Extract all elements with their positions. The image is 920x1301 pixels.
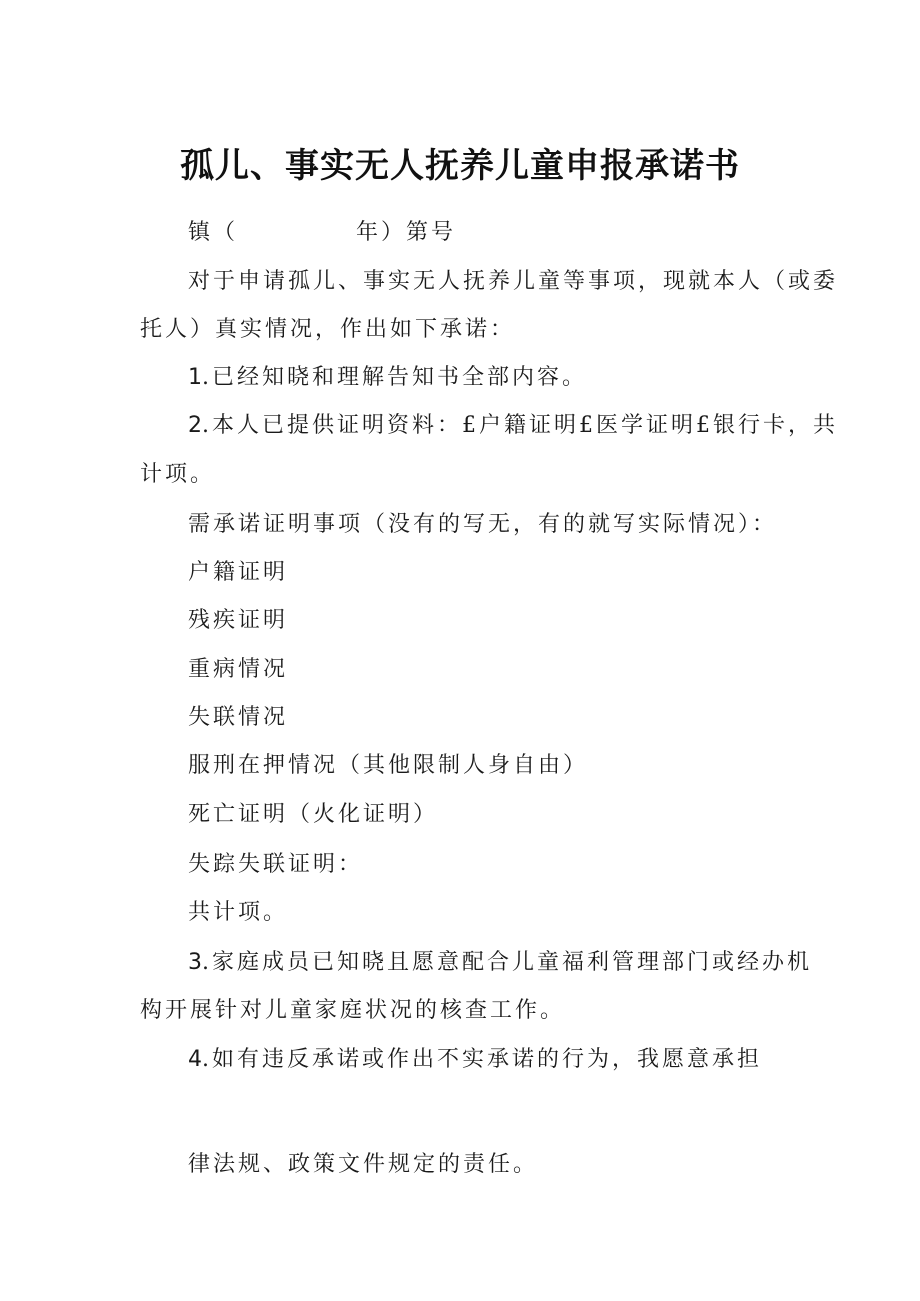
needs-item-death: 死亡证明（火化证明）	[188, 802, 439, 827]
needs-item-illness: 重病情况	[188, 657, 289, 682]
item-2-continuation: 计项。	[140, 462, 216, 487]
item-3-number: 3	[188, 950, 202, 975]
closing-line: 律法规、政策文件规定的责任。	[188, 1152, 539, 1177]
reference-year: 年）第号	[356, 220, 457, 245]
needs-item-disappearance: 失踪失联证明：	[188, 852, 364, 877]
item-4-number: 4	[188, 1047, 202, 1072]
reference-town: 镇（	[188, 220, 239, 245]
needs-item-total: 共计项。	[188, 900, 289, 925]
needs-item-disability: 残疾证明	[188, 608, 289, 633]
needs-heading: 需承诺证明事项（没有的写无，有的就写实际情况）：	[188, 512, 778, 537]
document-title: 孤儿、事实无人抚养儿童申报承诺书	[180, 146, 740, 186]
item-2-number: 2	[188, 413, 202, 438]
item-1-text: .已经知晓和理解告知书全部内容。	[202, 365, 587, 390]
intro-line-1: 对于申请孤儿、事实无人抚养儿童等事项，现就本人（或委	[188, 269, 839, 294]
item-3-text: .家庭成员已知晓且愿意配合儿童福利管理部门或经办机	[202, 950, 812, 975]
item-4	[188, 1045, 762, 1075]
item-3	[188, 948, 812, 978]
needs-item-imprisonment: 服刑在押情况（其他限制人身自由）	[188, 753, 589, 778]
item-2	[188, 411, 838, 441]
item-1	[188, 363, 587, 393]
item-2-text: .本人已提供证明资料：£户籍证明£医学证明£银行卡，共	[202, 413, 838, 438]
intro-line-2: 托人）真实情况，作出如下承诺：	[140, 317, 516, 342]
needs-item-missing-contact: 失联情况	[188, 705, 289, 730]
item-1-number: 1	[188, 365, 202, 390]
item-4-text: .如有违反承诺或作出不实承诺的行为，我愿意承担	[202, 1047, 762, 1072]
item-3-continuation: 构开展针对儿童家庭状况的核查工作。	[140, 998, 566, 1023]
needs-item-household: 户籍证明	[188, 560, 289, 585]
reference-line	[188, 218, 456, 248]
